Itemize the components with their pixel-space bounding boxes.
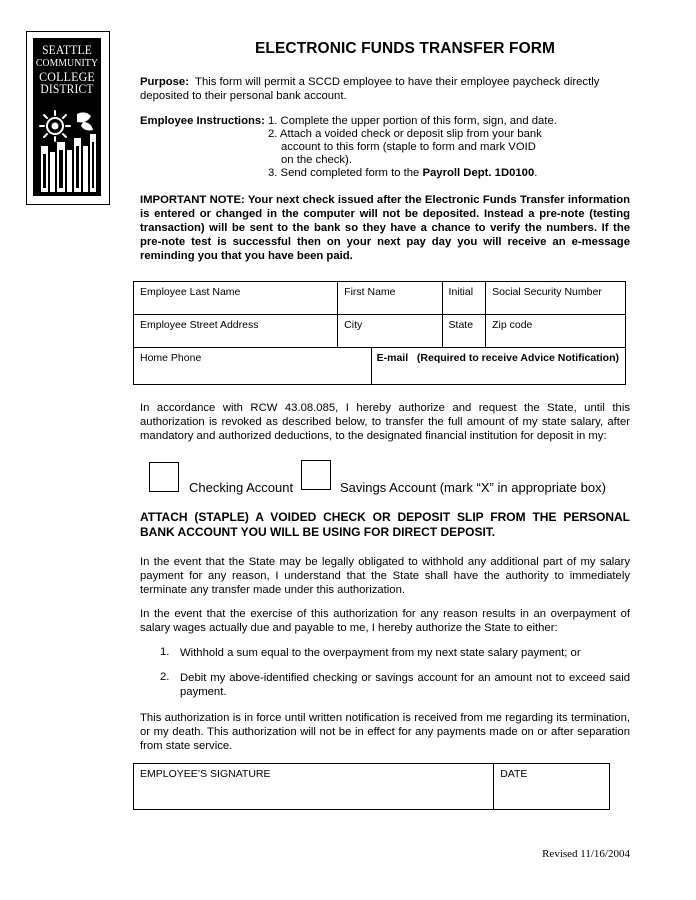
logo-line-1: SEATTLE <box>42 43 92 57</box>
option-1-number: 1. <box>160 646 170 658</box>
home-phone-field[interactable]: Home Phone <box>134 348 372 385</box>
zip-code-field[interactable]: Zip code <box>486 315 626 348</box>
attach-check-notice: ATTACH (STAPLE) A VOIDED CHECK OR DEPOSIT SLIP FROM THE PERSONAL BANK ACCOUNT YOU WILL BE USING FOR DIRECT DEPOSIT. <box>140 510 630 539</box>
email-label: E-mail <box>376 352 409 364</box>
overpayment-paragraph: In the event that the exercise of this authorization for any reason results in an overpayment of salary wages actually due and payable to me, I hereby authorize the State to either: <box>140 608 630 634</box>
in-force-paragraph: This authorization is in force until written notification is received from me regarding its termination, or my death. This authorization will not be in effect for any payments made on or after separation from state service. <box>140 712 630 752</box>
purpose-paragraph <box>140 75 630 103</box>
logo-line-2: COMMUNITY <box>35 58 99 69</box>
option-1-text: Withhold a sum equal to the overpayment from my next state salary payment; or <box>180 647 581 659</box>
step3-prefix: 3. Send completed form to the <box>268 167 423 179</box>
employee-signature-field[interactable]: EMPLOYEE’S SIGNATURE <box>134 764 494 810</box>
step3-destination: Payroll Dept. 1D0100 <box>422 167 535 179</box>
state-field[interactable]: State <box>442 315 486 348</box>
last-name-field[interactable]: Employee Last Name <box>134 282 338 315</box>
instruction-step-1: 1. Complete the upper portion of this form, sign, and date. <box>268 115 557 127</box>
employee-info-table <box>133 281 626 385</box>
first-name-field[interactable]: First Name <box>338 282 442 315</box>
instruction-step-3 <box>268 166 537 180</box>
instruction-step-2-cont: account to this form (staple to form and mark VOID <box>281 141 536 153</box>
signature-table <box>133 763 610 810</box>
checking-account-checkbox[interactable] <box>149 462 179 492</box>
date-field[interactable]: DATE <box>494 764 610 810</box>
option-2-text: Debit my above-identified checking or savings account for an amount not to exceed said payment. <box>180 672 630 698</box>
form-title: ELECTRONIC FUNDS TRANSFER FORM <box>254 40 556 57</box>
checking-account-label: Checking Account <box>189 480 294 495</box>
initial-field[interactable]: Initial <box>442 282 486 315</box>
instruction-step-2: 2. Attach a voided check or deposit slip from your bank <box>268 128 542 140</box>
revision-date: Revised 11/16/2004 <box>542 848 630 860</box>
logo-line-3: COLLEGE <box>39 69 95 84</box>
step3-suffix: . <box>534 167 538 179</box>
ssn-field[interactable]: Social Security Number <box>486 282 626 315</box>
savings-account-label: Savings Account (mark “X” in appropriate box) <box>340 480 606 495</box>
purpose-text: This form will permit a SCCD employee to have their employee paycheck directly deposited to their personal bank account. <box>140 76 600 102</box>
option-2-number: 2. <box>160 671 170 683</box>
district-logo <box>26 31 110 205</box>
logo-line-4: DISTRICT <box>40 82 94 96</box>
email-field[interactable] <box>371 348 625 385</box>
city-field[interactable]: City <box>338 315 442 348</box>
savings-account-checkbox[interactable] <box>301 460 331 490</box>
email-note: (Required to receive Advice Notification) <box>416 352 619 364</box>
purpose-label: Purpose: <box>140 76 189 88</box>
authorization-paragraph: In accordance with RCW 43.08.085, I hereby authorize and request the State, until this authorization is revoked as described below, to transfer the full amount of my state salary, after mandatory and authorized deductions, to the designated financial institution for deposit in my: <box>140 402 630 442</box>
instructions-label: Employee Instructions: <box>140 115 265 127</box>
street-address-field[interactable]: Employee Street Address <box>134 315 338 348</box>
important-note: IMPORTANT NOTE: Your next check issued after the Electronic Funds Transfer information is entered or changed in the computer will not be deposited. Instead a pre-note (testing transaction) will be sent to the bank so they have a chance to verify the numbers. If the pre-note test is successful then on your next pay day you will receive an e-message reminding you that you have been paid. <box>140 194 630 262</box>
withhold-paragraph: In the event that the State may be legally obligated to withhold any additional part of my salary payment for any reason, I understand that the State shall have the authority to immediately terminate any transfer made under this authorization. <box>140 556 630 596</box>
logo-panel <box>33 38 101 196</box>
instruction-step-2-end: on the check). <box>281 154 352 166</box>
skyline-sun-icon <box>33 108 101 196</box>
